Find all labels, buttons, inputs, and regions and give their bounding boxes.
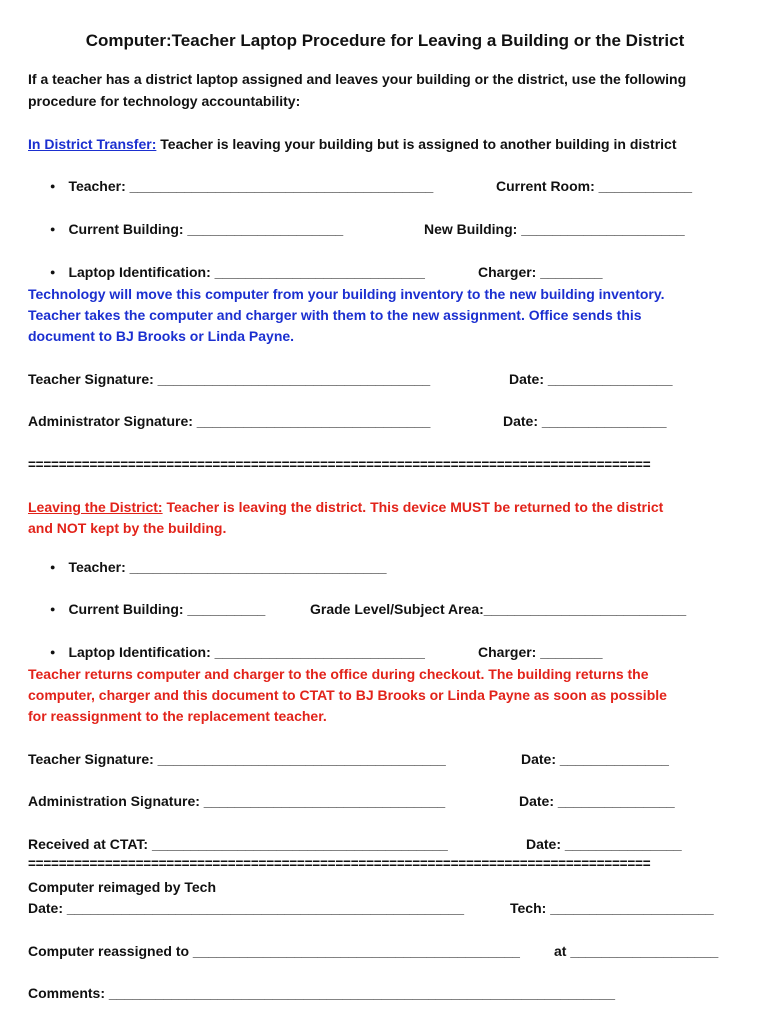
reimaged-label: Computer reimaged by Tech: [28, 879, 217, 895]
transfer-note-line-1: Technology will move this computer from your building inventory to the new building inventory.: [28, 286, 665, 302]
reassigned-to-field[interactable]: Computer reassigned to __________________________________________: [28, 943, 520, 959]
transfer-charger-field[interactable]: Charger: ________: [478, 264, 603, 280]
transfer-admin-signature-field[interactable]: Administrator Signature: ______________________________: [28, 413, 431, 429]
transfer-description: Teacher is leaving your building but is assigned to another building in district: [160, 136, 677, 152]
comments-field[interactable]: Comments: _________________________________________________________________: [28, 985, 615, 1001]
transfer-heading: In District Transfer:: [28, 136, 157, 152]
leaving-laptop-id-field[interactable]: ● Laptop Identification: ___________________________: [50, 642, 425, 665]
reassigned-at-field[interactable]: at ___________________: [554, 943, 719, 959]
tech-name-field[interactable]: Tech: _____________________: [510, 900, 714, 916]
leaving-date-field-1[interactable]: Date: ______________: [521, 751, 669, 767]
separator-2: =================================================================================: [28, 856, 651, 871]
transfer-current-building-field[interactable]: ● Current Building: ____________________: [50, 219, 343, 242]
leaving-date-field-2[interactable]: Date: _______________: [519, 793, 675, 809]
leaving-current-building-field[interactable]: ● Current Building: __________: [50, 599, 265, 622]
leaving-note-line-3: for reassignment to the replacement teacher.: [28, 708, 327, 724]
leaving-admin-signature-field[interactable]: Administration Signature: _______________________________: [28, 793, 446, 809]
transfer-teacher-signature-field[interactable]: Teacher Signature: ___________________________________: [28, 371, 431, 387]
received-at-ctat-field[interactable]: Received at CTAT: ______________________________________: [28, 836, 448, 852]
leaving-charger-field[interactable]: Charger: ________: [478, 644, 603, 660]
transfer-note-line-2: Teacher takes the computer and charger with them to the new assignment. Office sends this: [28, 307, 642, 323]
transfer-laptop-id-field[interactable]: ● Laptop Identification: ___________________________: [50, 262, 425, 285]
intro-line-1: If a teacher has a district laptop assigned and leaves your building or the district, use the following: [28, 71, 687, 87]
transfer-new-building-field[interactable]: New Building: _____________________: [424, 221, 685, 237]
leaving-description: Teacher is leaving the district. This device MUST be returned to the district: [162, 499, 664, 515]
reimaged-date-field[interactable]: Date: ___________________________________________________: [28, 900, 464, 916]
transfer-teacher-field[interactable]: ● Teacher: _______________________________________: [50, 176, 433, 199]
leaving-heading-row: [28, 497, 663, 518]
leaving-date-field-3[interactable]: Date: _______________: [526, 836, 682, 852]
intro-line-2: procedure for technology accountability:: [28, 93, 301, 109]
transfer-note-line-3: document to BJ Brooks or Linda Payne.: [28, 328, 295, 344]
leaving-teacher-field[interactable]: ● Teacher: _________________________________: [50, 557, 387, 580]
leaving-note-line-2: computer, charger and this document to CTAT to BJ Brooks or Linda Payne as soon as possible: [28, 687, 667, 703]
transfer-heading-row: [28, 134, 677, 155]
page-title: Computer:Teacher Laptop Procedure for Leaving a Building or the District: [85, 31, 685, 50]
leaving-note-line-1: Teacher returns computer and charger to the office during checkout. The building returns the: [28, 666, 649, 682]
transfer-date-field-2[interactable]: Date: ________________: [503, 413, 667, 429]
transfer-date-field-1[interactable]: Date: ________________: [509, 371, 673, 387]
leaving-grade-level-field[interactable]: Grade Level/Subject Area:__________________________: [310, 601, 687, 617]
leaving-description-line-2: and NOT kept by the building.: [28, 520, 227, 536]
transfer-current-room-field[interactable]: Current Room: ____________: [496, 178, 693, 194]
leaving-teacher-signature-field[interactable]: Teacher Signature: _____________________________________: [28, 751, 446, 767]
leaving-heading: Leaving the District:: [28, 499, 163, 515]
separator-1: =================================================================================: [28, 457, 651, 472]
